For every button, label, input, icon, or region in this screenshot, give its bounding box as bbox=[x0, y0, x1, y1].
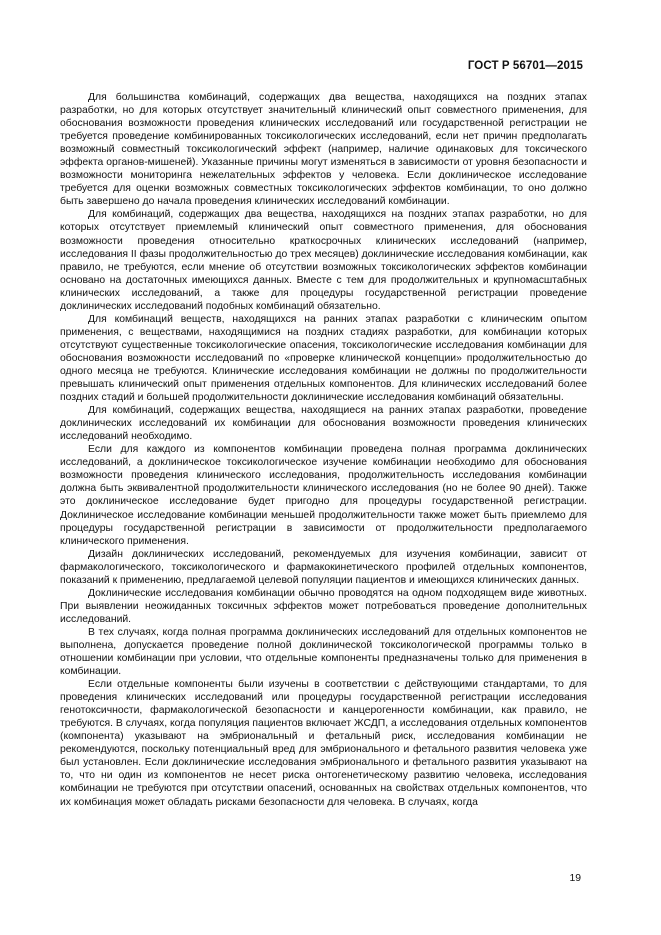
paragraph-7: Доклинические исследования комбинации обычно проводятся на одном подходящем виде животных. При выявлении неожиданных токсичных эффектов может потребоваться проведение дополнительных исследований. bbox=[60, 587, 587, 625]
paragraph-1: Для большинства комбинаций, содержащих два вещества, находящихся на поздних этапах разработки, но для которых отсутствует значительный клинический опыт совместного применения, для обоснования возможности проведения клинических исследований или государственной регистрации не требуется проведение комбинированных токсикологических исследований, если нет причин предполагать возможный совместный токсикологический эффект (например, наличие одинаковых для токсического эффекта органов-мишеней). Указанные причины могут изменяться в зависимости от уровня безопасности и возможности мониторинга нежелательных эффектов у человека. Если доклиническое исследование требуется для оценки возможных совместных токсикологических эффектов комбинации, то оно должно быть завершено до начала проведения клинических исследований комбинации. bbox=[60, 92, 587, 208]
page-number: 19 bbox=[569, 873, 581, 884]
paragraph-3: Для комбинаций веществ, находящихся на ранних этапах разработки с клиническим опытом применения, с веществами, находящимися на поздних стадиях разработки, для комбинации которых отсутствуют существенные токсикологические опасения, токсикологические исследования комбинации для обоснования возможности исследований по «проверке клинической концепции» продолжительностью до одного месяца не требуются. Клинические исследования комбинации не должны по продолжительности превышать клинический опыт применения отдельных компонентов. Для клинических исследований более поздних стадий и большей продолжительности доклинические исследования комбинаций обязательны. bbox=[60, 313, 587, 404]
paragraph-9: Если отдельные компоненты были изучены в соответствии с действующими стандартами, то для проведения клинических исследований или процедуры государственной регистрации исследования генотоксичности, фармакологической безопасности и канцерогенности комбинации, как правило, не требуются. В случаях, когда популяция пациентов включает ЖСДП, а исследования отдельных компонентов (компонента) указывают на эмбриональный и фетальный риск, исследования комбинации не рекомендуются, поскольку потенциальный вред для эмбрионального и фетального развития человека уже был установлен. Если доклинические исследования эмбрионального и фетального развития указывают на то, что ни один из компонентов не несет риска онтогенетическому развитию человека, исследования комбинации не требуются при отсутствии опасений, основанных на свойствах отдельных компонентов, что их комбинация может обладать рисками безопасности для человека. В случаях, когда bbox=[60, 679, 588, 808]
body-text bbox=[60, 91, 587, 809]
paragraph-2: Для комбинаций, содержащих два вещества, находящихся на поздних этапах разработки, но для которых отсутствует приемлемый клинический опыт совместного применения, для обоснования возможности проведения относительно краткосрочных клинических исследований (например, исследования II фазы продолжительностью до трех месяцев) доклинические исследования комбинации, как правило, не требуются, если мнение об отсутствии возможных токсикологических эффектов комбинации основано на достаточных имеющихся данных. Вместе с тем для продолжительных и крупномасштабных клинических исследований, а также для процедуры государственной регистрации проведение доклинических исследований подобных комбинаций обязательно. bbox=[60, 209, 587, 312]
document-code: ГОСТ Р 56701—2015 bbox=[467, 60, 583, 72]
paragraph-6: Дизайн доклинических исследований, рекомендуемых для изучения комбинации, зависит от фармакологического, токсикологического и фармакокинетического профилей отдельных компонентов, показаний к применению, предлагаемой целевой популяции пациентов и имеющихся клинических данных. bbox=[60, 548, 587, 586]
paragraph-4: Для комбинаций, содержащих вещества, находящиеся на ранних этапах разработки, проведение доклинических исследований их комбинации для обоснования возможности проведения клинических исследований необходимо. bbox=[60, 405, 587, 443]
paragraph-8: В тех случаях, когда полная программа доклинических исследований для отдельных компонентов не выполнена, допускается проведение полной доклинической токсикологической программы только в отношении комбинации при условии, что отдельные компоненты предназначены только для применения в комбинации. bbox=[60, 626, 587, 678]
paragraph-5: Если для каждого из компонентов комбинации проведена полная программа доклинических исследований, а доклиническое токсикологическое изучение комбинации необходимо для обоснования возможности проведения клинического исследования, продолжительность исследования комбинации должна быть эквивалентной продолжительности клинического исследования (но не более 90 дней). Также это доклиническое исследование будет пригодно для процедуры государственной регистрации. Доклиническое исследование комбинации меньшей продолжительности также может быть приемлемо для процедуры государственной регистрации в зависимости от продолжительности предполагаемого клинического применения. bbox=[60, 444, 587, 547]
